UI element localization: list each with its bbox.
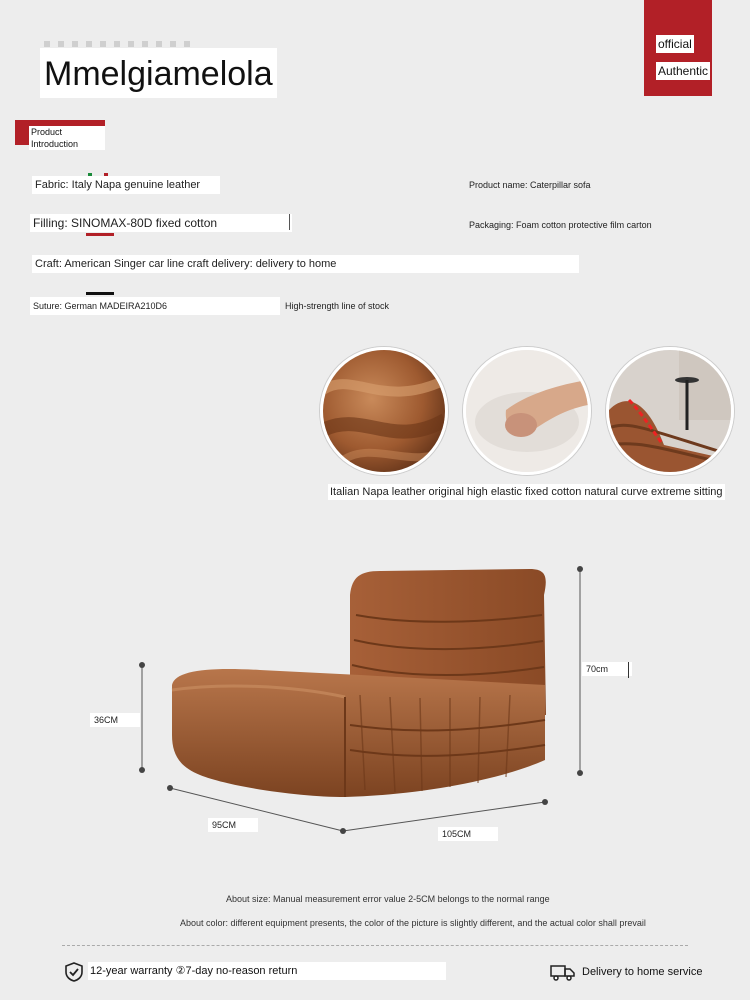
sofa-curve-image [606, 347, 734, 475]
height-dimension-label: 70cm [582, 662, 632, 676]
spec-craft: Craft: American Singer car line craft delivery: delivery to home [32, 255, 579, 273]
accent-black-bar [86, 292, 114, 295]
badge-authentic-text: Authentic [658, 64, 709, 78]
spec-product-name: Product name: Caterpillar sofa [469, 180, 591, 190]
shield-check-icon [64, 962, 84, 982]
product-introduction-tag [15, 120, 105, 149]
features-caption: Italian Napa leather original high elastic fixed cotton natural curve extreme sitting [330, 486, 723, 498]
seat-height-dimension-label: 36CM [90, 713, 140, 727]
brand-shadow-text [44, 41, 194, 47]
brand-title: Mmelgiamelola [40, 48, 277, 98]
dashed-divider [62, 945, 688, 946]
sofa-dimension-illustration [0, 555, 750, 855]
divider [628, 662, 629, 678]
spec-suture: Suture: German MADEIRA210D6 [30, 297, 280, 315]
leather-texture-image [320, 347, 448, 475]
size-note: About size: Manual measurement error value 2-5CM belongs to the normal range [226, 894, 550, 904]
official-authentic-badge [644, 0, 712, 96]
color-note: About color: different equipment presents, the color of the picture is slightly different, and the actual color shall prevail [180, 918, 646, 928]
product-introduction-label: Product Introduction [29, 126, 105, 150]
badge-official-text: official [658, 37, 692, 51]
spec-suture-extra: High-strength line of stock [285, 301, 390, 311]
warranty-text: 12-year warranty ②7-day no-reason return [88, 962, 446, 980]
depth-dimension-label: 95CM [208, 818, 258, 832]
width-dimension-label: 105CM [438, 827, 498, 841]
truck-icon [550, 962, 576, 982]
fixed-cotton-press-image [463, 347, 591, 475]
spec-filling: Filling: SINOMAX-80D fixed cotton [30, 214, 292, 232]
delivery-text: Delivery to home service [582, 966, 703, 978]
divider [289, 214, 290, 230]
spec-fabric: Fabric: Italy Napa genuine leather [32, 176, 220, 194]
spec-packaging: Packaging: Foam cotton protective film carton [469, 220, 652, 230]
accent-red-bar [86, 233, 114, 236]
